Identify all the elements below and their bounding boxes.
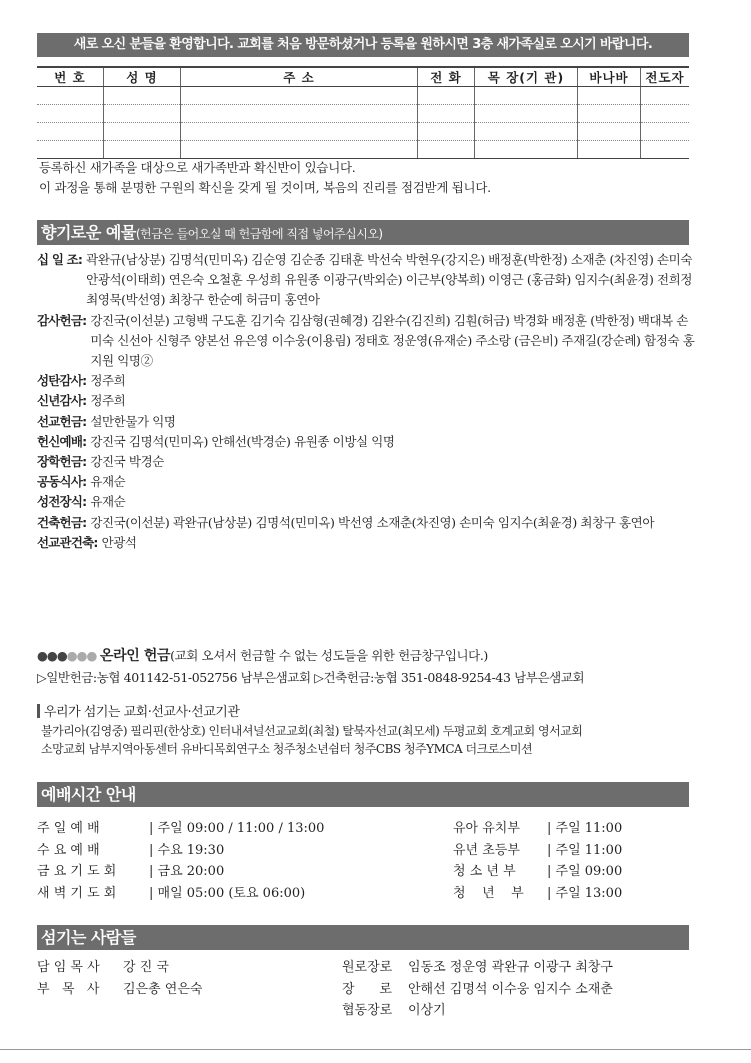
offering-label: 공동식사:	[37, 474, 87, 490]
dept-row	[453, 840, 622, 862]
dept-time: | 주일 13:00	[547, 885, 623, 901]
offering-label: 십 일 조:	[37, 252, 83, 267]
dept-label: 청 년 부	[453, 885, 524, 901]
offering-row	[37, 391, 697, 411]
offering-label: 선교헌금:	[37, 413, 87, 429]
offerings-title: 향기로운 예물	[41, 223, 136, 242]
service-time: | 주일 09:00 / 11:00 / 13:00	[149, 821, 325, 836]
dept-label: 유년 초등부	[453, 842, 520, 858]
service-label: 수 요 예 배	[37, 842, 100, 858]
offering-names: 강진국(이선분) 고형백 구도훈 김기숙 김삼형(권혜경) 김완수(김진희) 김훤(허금) 박경화 배정훈 (박한정) 백대복 손미숙 신선아 신형주 양본선 유은영 이수웅(이용림) 정태호 정운영(유재순) 주소랑 (금은비) 주재길(강순례) 함정숙 홍지원 익명②	[90, 312, 695, 369]
service-label: 새 벽 기 도 회	[37, 885, 117, 901]
table-cell	[181, 123, 418, 141]
servants-title: 섬기는 사람들	[41, 928, 136, 947]
col-header-phone: 전 화	[418, 67, 475, 87]
offerings-header	[37, 220, 689, 245]
mission-title: 우리가 섬기는 교회·선교사·선교기관	[44, 705, 240, 720]
offering-label: 성전장식:	[37, 494, 87, 510]
offering-names: 강진국 박경순	[90, 454, 164, 470]
offering-row	[37, 513, 697, 533]
online-desc: (교회 오셔서 헌금할 수 없는 성도들을 위한 헌금창구입니다.)	[170, 648, 488, 663]
table-cell	[104, 123, 181, 141]
table-cell	[104, 141, 181, 159]
table-cell	[578, 105, 641, 123]
table-cell	[641, 87, 690, 105]
table-cell	[37, 87, 104, 105]
service-label: 주 일 예 배	[37, 821, 100, 836]
offering-row	[37, 533, 697, 553]
table-cell	[181, 87, 418, 105]
table-row	[37, 141, 689, 159]
dept-label: 청 소 년 부	[453, 864, 516, 879]
elder-row	[342, 979, 613, 1001]
service-row	[37, 883, 324, 905]
welcome-banner: 새로 오신 분들을 환영합니다. 교회를 처음 방문하셨거나 등록을 원하시면 3층 새가족실로 오시기 바랍니다.	[37, 33, 689, 57]
table-cell	[641, 141, 690, 159]
offering-row	[37, 250, 697, 311]
dept-time: | 주일 11:00	[547, 842, 623, 858]
role-row	[37, 979, 202, 1001]
table-cell	[578, 141, 641, 159]
offering-label: 성탄감사:	[37, 373, 87, 389]
offering-names: 곽완규(남상분) 김명석(민미옥) 김순영 김순종 김태훈 박선숙 박현우(강지은) 배정훈(박한정) 소재춘 (차진영) 손미숙 안광석(이태희) 연은숙 오철훈 우성희 유원종 이광구(박외순) 이근부(양복희) 이영근 (홍금화) 임지수(최윤경) 전희정 최영묵(박선영) 최창구 한순예 허금미 홍연아	[86, 252, 693, 308]
offering-names: 유재순	[90, 494, 126, 510]
offerings-subtitle: (헌금은 들어오실 때 헌금함에 직접 넣어주십시오)	[135, 227, 383, 241]
worship-title: 예배시간 안내	[41, 785, 136, 804]
elder-names: 안해선 김명석 이수웅 임지수 소재춘	[408, 981, 613, 997]
elder-names: 임동조 정운영 곽완규 이광구 최창구	[408, 960, 613, 975]
offering-names: 정주희	[90, 373, 126, 389]
table-cell	[37, 141, 104, 159]
worship-schedule	[37, 818, 697, 908]
service-label: 금 요 기 도 회	[37, 864, 117, 879]
table-cell	[104, 105, 181, 123]
col-header-address: 주 소	[181, 67, 418, 87]
role-names: 강 진 국	[123, 960, 169, 975]
offering-row	[37, 452, 697, 472]
table-cell	[418, 123, 475, 141]
dept-time: | 주일 09:00	[547, 864, 623, 879]
table-cell	[475, 123, 578, 141]
offering-label: 선교관건축:	[37, 534, 98, 550]
elder-label: 장 로	[342, 981, 392, 997]
offering-row	[37, 492, 697, 512]
col-header-barnabas: 바나바	[578, 67, 641, 87]
footer-divider	[0, 1049, 751, 1050]
table-row	[37, 123, 689, 141]
table-cell	[418, 87, 475, 105]
offering-label: 건축헌금:	[37, 514, 87, 530]
dept-row	[453, 818, 622, 840]
col-header-number: 번 호	[37, 67, 104, 87]
table-cell	[475, 87, 578, 105]
role-label: 담 임 목 사	[37, 960, 100, 975]
offering-label: 감사헌금:	[37, 312, 87, 328]
offering-row	[37, 432, 697, 452]
dots-icon: ●●●●●●	[37, 648, 97, 663]
dept-row	[453, 883, 622, 905]
offering-label: 헌신예배:	[37, 433, 87, 449]
service-row	[37, 818, 324, 840]
offering-label: 장학헌금:	[37, 454, 87, 470]
table-row	[37, 87, 689, 105]
service-row	[37, 861, 324, 883]
offering-names: 유재순	[90, 474, 126, 490]
table-cell	[641, 123, 690, 141]
table-cell	[475, 105, 578, 123]
dept-row	[453, 861, 622, 883]
online-title: 온라인 헌금	[100, 648, 171, 664]
bank-accounts: ▷일반헌금:농협 401142-51-052756 남부은샘교회 ▷건축헌금:농협 351-0848-9254-43 남부은샘교회	[37, 670, 585, 685]
offering-names: 강진국(이선분) 곽완규(남상분) 김명석(민미옥) 박선영 소재춘(차진영) 손미숙 임지수(최윤경) 최창구 홍연아	[90, 514, 655, 530]
offering-row	[37, 311, 697, 372]
section-bar-icon	[37, 704, 40, 718]
offering-names: 안광석	[101, 534, 137, 550]
mission-line: 소망교회 남부지역아동센터 유바디목회연구소 청주청소년쉼터 청주CBS 청주YMCA 더크로스미션	[41, 742, 533, 756]
table-cell	[578, 87, 641, 105]
worship-header	[37, 782, 689, 807]
elder-label: 협동장로	[342, 1003, 393, 1018]
offering-names: 정주희	[90, 393, 126, 409]
table-cell	[641, 105, 690, 123]
offering-names: 설만한물가 익명	[90, 413, 176, 429]
offering-row	[37, 472, 697, 492]
notice-line: 이 과정을 통해 분명한 구원의 확신을 갖게 될 것이며, 복음의 진리를 점검받게 됩니다.	[39, 180, 491, 195]
table-row	[37, 105, 689, 123]
servants-header	[37, 925, 689, 950]
role-label: 부 목 사	[37, 981, 100, 997]
elder-names: 이상기	[408, 1003, 446, 1018]
mission-partners	[37, 704, 582, 758]
service-time: | 매일 05:00 (토요 06:00)	[149, 885, 306, 901]
dept-time: | 주일 11:00	[547, 821, 623, 836]
online-offering	[37, 645, 584, 688]
table-cell	[181, 105, 418, 123]
table-cell	[418, 105, 475, 123]
servants-list	[37, 957, 697, 1027]
col-header-evangelist: 전도자	[641, 67, 690, 87]
table-cell	[418, 141, 475, 159]
table-cell	[578, 123, 641, 141]
offering-row	[37, 371, 697, 391]
table-cell	[181, 141, 418, 159]
service-time: | 수요 19:30	[149, 842, 225, 858]
table-cell	[104, 87, 181, 105]
col-header-group: 목 장(기 관)	[475, 67, 578, 87]
table-cell	[475, 141, 578, 159]
elder-row	[342, 957, 613, 979]
offering-label: 신년감사:	[37, 393, 87, 409]
offering-names: 강진국 김명석(민미옥) 안해선(박경순) 유원종 이방실 익명	[90, 433, 395, 449]
registration-table	[37, 66, 689, 159]
elder-label: 원로장로	[342, 960, 393, 975]
service-time: | 금요 20:00	[149, 864, 225, 879]
table-cell	[37, 123, 104, 141]
notice-line: 등록하신 새가족을 대상으로 새가족반과 확신반이 있습니다.	[39, 160, 356, 175]
role-names: 김은총 연은숙	[123, 981, 203, 997]
mission-line: 불가리아(김영중) 필리핀(한상호) 인터내셔널선교교회(최철) 탈북자선교(최모세) 두평교회 호계교회 영서교회	[41, 724, 583, 738]
table-cell	[37, 105, 104, 123]
elder-row	[342, 1000, 613, 1022]
registration-notice	[39, 158, 491, 198]
offering-row	[37, 412, 697, 432]
col-header-name: 성 명	[104, 67, 181, 87]
offerings-list	[37, 250, 697, 553]
role-row	[37, 957, 202, 979]
service-row	[37, 840, 324, 862]
dept-label: 유아 유치부	[453, 821, 520, 836]
